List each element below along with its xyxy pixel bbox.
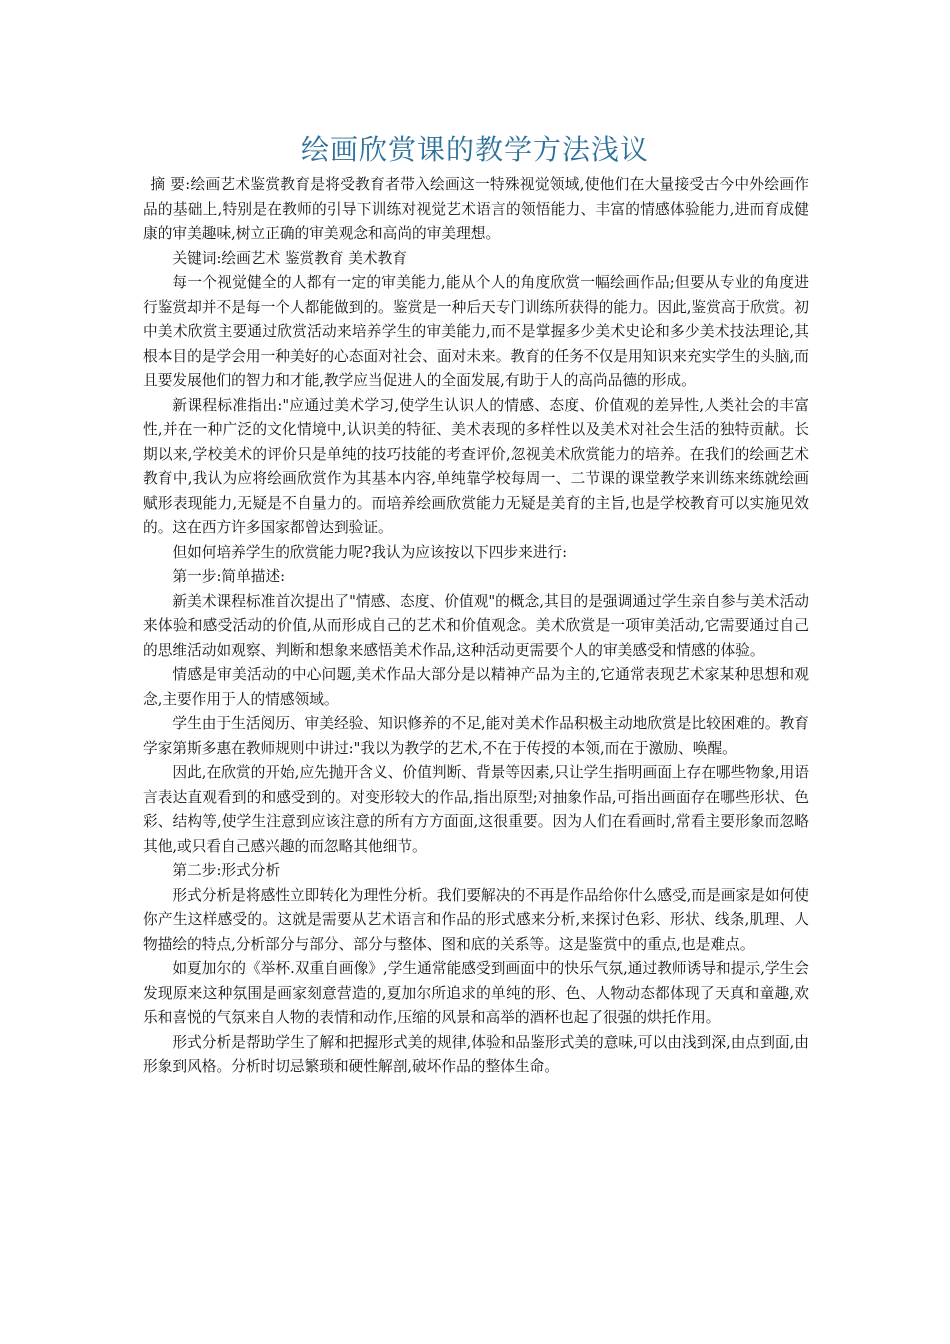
body-paragraph: 形式分析是将感性立即转化为理性分析。我们要解决的不再是作品给你什么感受,而是画家是如何使你产生这样感受的。这就是需要从艺术语言和作品的形式感来分析,来探讨色彩、形状、线条,肌理、人物描绘的特点,分析部分与部分、部分与整体、图和底的关系等。这是鉴赏中的重点,也是难点。 <box>143 886 809 953</box>
section-heading: 第二步:形式分析 <box>172 862 281 879</box>
body-paragraph: 如夏加尔的《举杯.双重自画像》,学生通常能感受到画面中的快乐气氛,通过教师诱导和提示,学生会发现原来这种氛围是画家刻意营造的,夏加尔所追求的单纯的形、色、人物动态都体现了天真和童趣,欢乐和喜悦的气氛来自人物的表情和动作,压缩的风景和高举的酒杯也起了很强的烘托作用。 <box>143 960 809 1026</box>
body-paragraph: 每一个视觉健全的人都有一定的审美能力,能从个人的角度欣赏一幅绘画作品;但要从专业的角度进行鉴赏却并不是每一个人都能做到的。鉴赏是一种后天专门训练所获得的能力。因此,鉴赏高于欣赏。初中美术欣赏主要通过欣赏活动来培养学生的审美能力,而不是掌握多少美术史论和多少美术技法理论,其根本目的是学会用一种美好的心态面对社会、面对未来。教育的任务不仅是用知识来充实学生的头脑,而且要发展他们的智力和才能,教学应当促进人的全面发展,有助于人的高尚品德的形成。 <box>143 274 809 389</box>
document-title: 绘画欣赏课的教学方法浅议 <box>300 133 649 166</box>
body-paragraph: 形式分析是帮助学生了解和把握形式美的规律,体验和品鉴形式美的意味,可以由浅到深,由点到面,由形象到风格。分析时切忌繁琐和硬性解剖,破坏作品的整体生命。 <box>143 1033 809 1075</box>
body-paragraph: 因此,在欣赏的开始,应先抛开含义、价值判断、背景等因素,只让学生指明画面上存在哪些物象,用语言表达直观看到的和感受到的。对变形较大的作品,指出原型;对抽象作品,可指出画面存在哪些形状、色彩、结构等,使学生注意到应该注意的所有方方面面,这很重要。因为人们在看画时,常看主要形象而忽略其他,或只看自己感兴趣的而忽略其他细节。 <box>143 764 809 855</box>
body-paragraph: 学生由于生活阅历、审美经验、知识修养的不足,能对美术作品积极主动地欣赏是比较困难的。教育学家第斯多惠在教师规则中讲过:"我以为教学的艺术,不在于传授的本领,而在于激励、唤醒。 <box>143 715 809 757</box>
body-paragraph: 新美术课程标准首次提出了"情感、态度、价值观"的概念,其目的是强调通过学生亲自参与美术活动来体验和感受活动的价值,从而形成自己的艺术和价值观念。美术欣赏是一项审美活动,它需要通过自己的思维活动如观察、判断和想象来感悟美术作品,这种活动更需要个人的审美感受和情感的体验。 <box>143 592 809 659</box>
body-paragraph: 情感是审美活动的中心问题,美术作品大部分是以精神产品为主的,它通常表现艺术家某种思想和观念,主要作用于人的情感领域。 <box>143 666 809 708</box>
body-paragraph: 但如何培养学生的欣赏能力呢?我认为应该按以下四步来进行: <box>172 543 568 561</box>
document-body <box>143 173 809 1080</box>
keywords-paragraph: 关键词:绘画艺术 鉴赏教育 美术教育 <box>172 249 407 267</box>
section-heading: 第一步:简单描述: <box>172 568 286 585</box>
body-paragraph: 新课程标准指出:"应通过美术学习,使学生认识人的情感、态度、价值观的差异性,人类社会的丰富性,并在一种广泛的文化情境中,认识美的特征、美术表现的多样性以及美术对社会生活的独特贡献。长期以来,学校美术的评价只是单纯的技巧技能的考查评价,忽视美术欣赏能力的培养。在我们的绘画艺术教育中,我认为应将绘画欣赏作为其基本内容,单纯靠学校每周一、二节课的课堂教学来训练来练就绘画赋形表现能力,无疑是不自量力的。而培养绘画欣赏能力无疑是美育的主旨,也是学校教育可以实施见效的。这在西方许多国家都曾达到验证。 <box>143 396 809 536</box>
abstract-paragraph: 摘 要:绘画艺术鉴赏教育是将受教育者带入绘画这一特殊视觉领域,使他们在大量接受古今中外绘画作品的基础上,特别是在教师的引导下训练对视觉艺术语言的领悟能力、丰富的情感体验能力,进而育成健康的审美趣味,树立正确的审美观念和高尚的审美理想。 <box>143 176 809 242</box>
